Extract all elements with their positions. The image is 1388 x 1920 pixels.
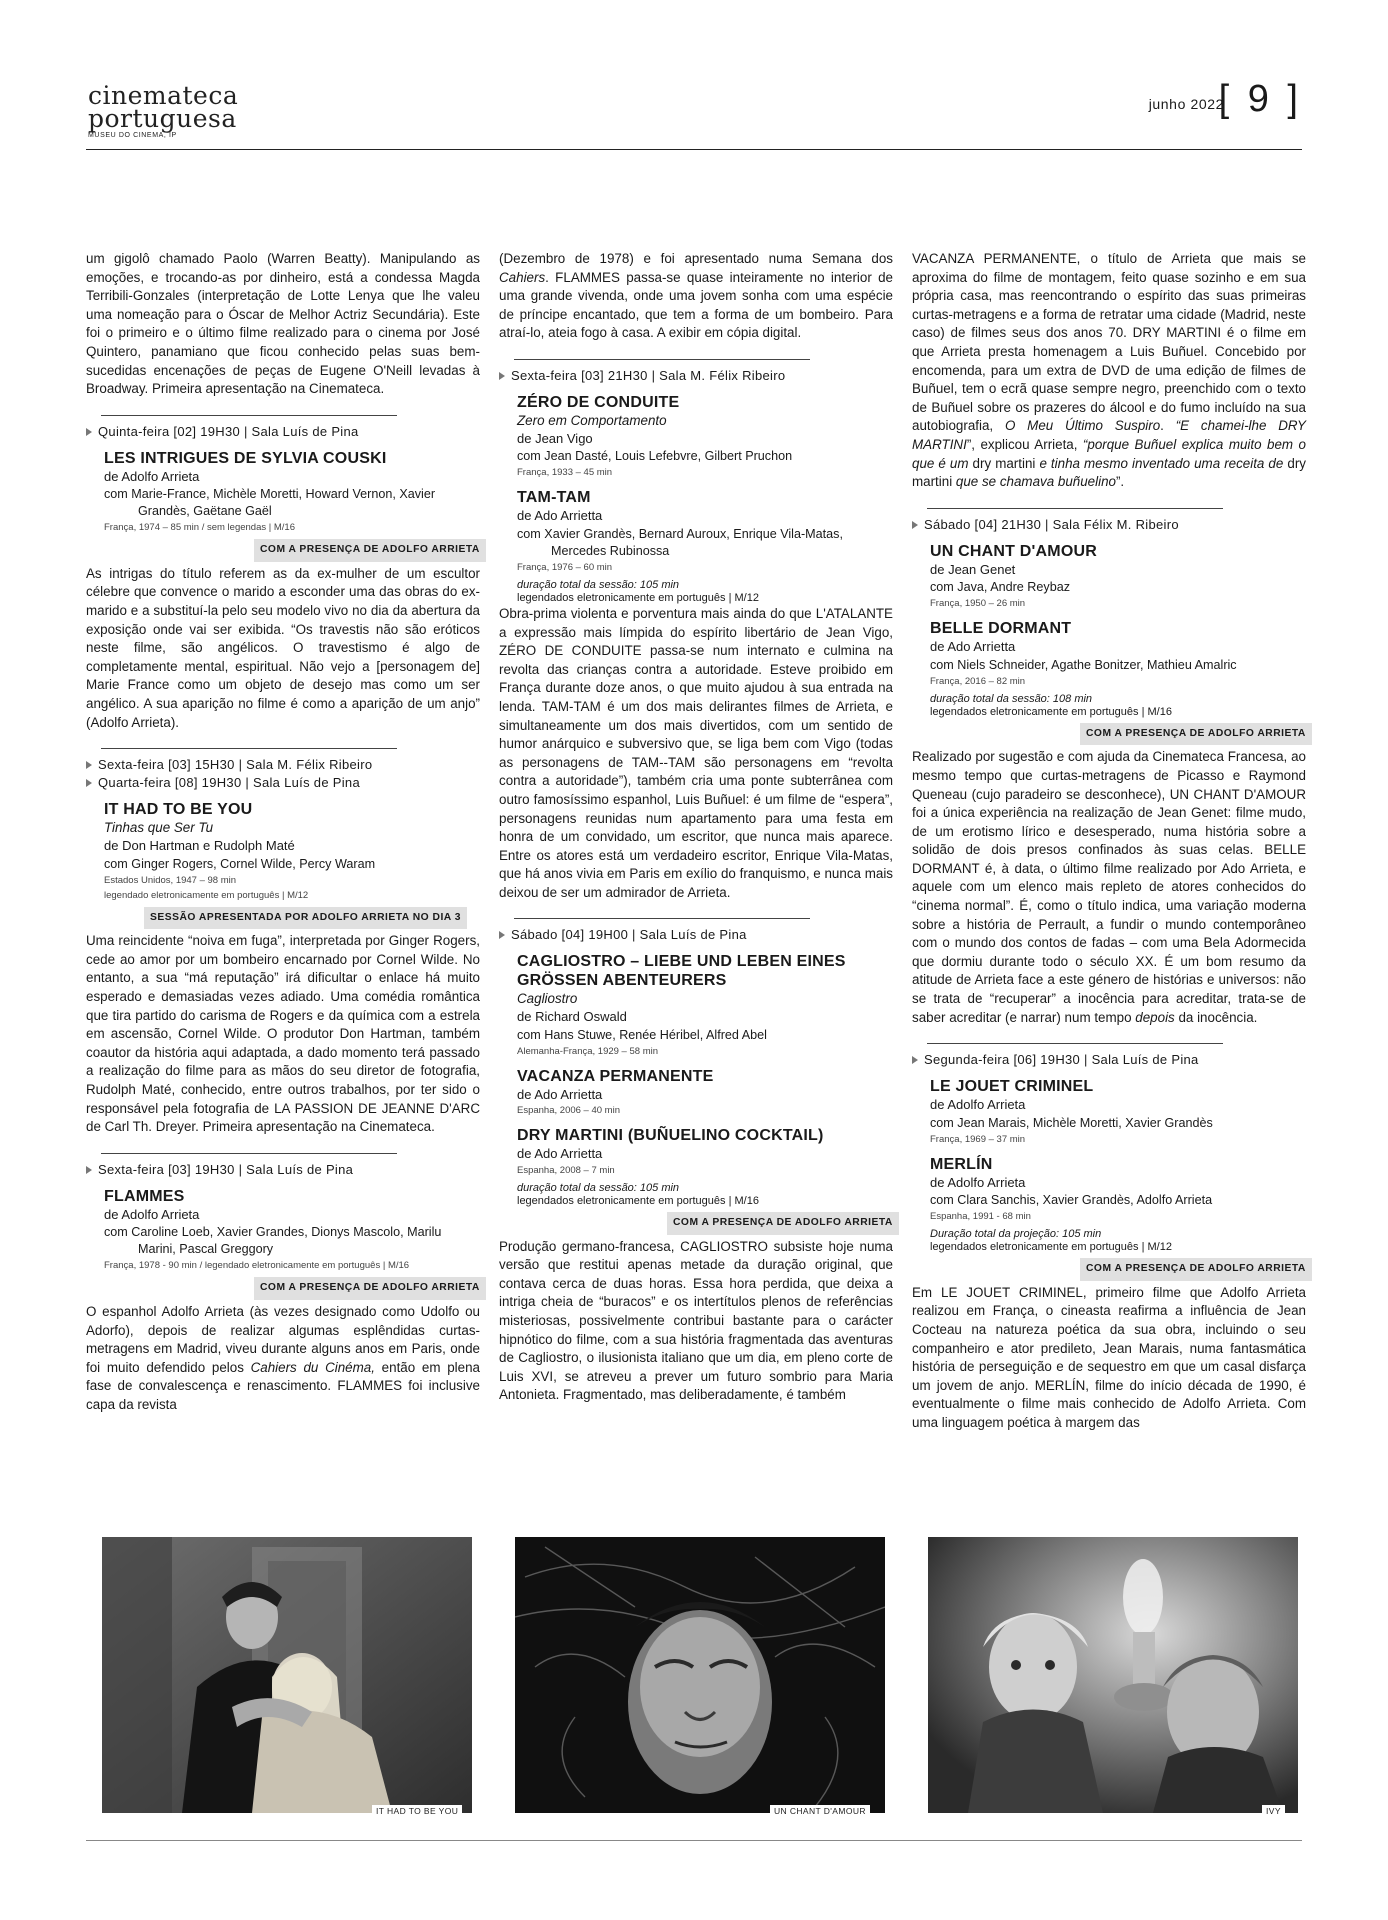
film-title: BELLE DORMANT [930, 620, 1072, 638]
intro-paragraph [499, 250, 893, 343]
session-slot [499, 926, 893, 944]
film-legend: legendados eletronicamente em português | M/12 [517, 591, 759, 604]
film-director: de Richard Oswald [517, 1009, 627, 1025]
text-run: VACANZA PERMANENTE, o título de Arrieta que mais se aproxima do filme de montagem, feito quase sozinho e em sua própria casa, mas reencontrando o espírito das suas primeiras curtas-metragens e a forma de retratar uma cidade (Madrid, neste caso) de filmes seus dos anos 70. DRY MARTINI é o filme em que Arrieta presta homenagem a Luis Buñuel. Concebido por encomenda, para um extra de DVD de uma edição de filmes de Buñuel, tem o ecrã quase sempre negro, preenchido com o texto de Buñuel sobre os prazeres do álcool e do fumo incluído na sua autobiografia, [912, 251, 1306, 434]
triangle-bullet-icon [912, 1056, 918, 1064]
triangle-bullet-icon [86, 1166, 92, 1174]
presence-badge: COM A PRESENÇA DE ADOLFO ARRIETA [1080, 1258, 1312, 1281]
film-original-title: Cagliostro [517, 991, 578, 1007]
divider [927, 1043, 1223, 1044]
text-run-italic: depois [1135, 1009, 1175, 1025]
film-cast: com Marie-France, Michèle Moretti, Howard Vernon, Xavier Grandès, Gaëtane Gaël [104, 487, 436, 519]
film-cast: com Ginger Rogers, Cornel Wilde, Percy Waram [104, 856, 376, 871]
presence-badge: COM A PRESENÇA DE ADOLFO ARRIETA [667, 1212, 899, 1235]
session-slot [86, 756, 480, 774]
film-title: IT HAD TO BE YOU [104, 801, 253, 819]
film-cast: com Niels Schneider, Agathe Bonitzer, Mathieu Amalric [930, 657, 1237, 672]
film-title: VACANZA PERMANENTE [517, 1067, 714, 1085]
session-slot-text: Sábado [04] 19H00 | Sala Luís de Pina [511, 927, 747, 943]
film-title: DRY MARTINI (BUÑUELINO COCKTAIL) [517, 1127, 824, 1145]
session-slot [912, 1051, 1306, 1069]
photo-caption: IVY [1262, 1805, 1285, 1817]
film-title: MERLÍN [930, 1155, 993, 1173]
film-director: de Ado Arrietta [517, 508, 603, 524]
presence-badge: COM A PRESENÇA DE ADOLFO ARRIETA [254, 539, 486, 562]
film-production: França, 2016 – 82 min [930, 675, 1026, 687]
film-title: CAGLIOSTRO – LIEBE UND LEBEN EINES GRÖSSEN ABENTEURERS [517, 953, 846, 990]
text-run: da inocência. [1174, 1009, 1258, 1025]
film-director: de Adolfo Arrieta [930, 1097, 1026, 1113]
film-title: FLAMMES [104, 1187, 185, 1205]
presence-badge: COM A PRESENÇA DE ADOLFO ARRIETA [254, 1277, 486, 1300]
film-entry [930, 1077, 1306, 1284]
session-description: Em LE JOUET CRIMINEL, primeiro filme que Adolfo Arrieta realizou em França, o cineasta reafirma a influência de Jean Cocteau na natureza poética da sua obra, incluindo o seu companheiro e ator predileto, Jean Marais, numa fantasmática história de perseguição e de sequestro em que um casal disfarça um jovem de anjo. MERLÍN, filme do início década de 1990, é eventualmente o filme mais conhecido de Adolfo Arrieta. Com uma linguagem poética à margem das [912, 1284, 1306, 1430]
film-still-un-chant-damour [515, 1537, 885, 1813]
triangle-bullet-icon [86, 761, 92, 769]
film-entry [517, 393, 893, 605]
intro-paragraph [912, 250, 1306, 492]
film-title: UN CHANT D'AMOUR [930, 542, 1097, 560]
film-original-title: Tinhas que Ser Tu [104, 820, 214, 836]
session-description: Uma reincidente “noiva em fuga”, interpretada por Ginger Rogers, cede ao amor por um bombeiro encarnado por Cornel Wilde. No entanto, a sua “má reputação” irá dificultar o enlace há muito esperado e demasiadas vezes adiado. Uma comédia romântica que tira partido do carisma de Rogers e da química com a estrela em ascensão, Cornel Wilde. O produtor Don Hartman, também coautor da história aqui adaptada, a dado momento terá passado a realização do filme para as mãos do seu diretor de fotografia, Rudolph Maté, conhecido, entre outros trabalhos, por ter sido o responsável pela fotografia de LA PASSION DE JEANNE D'ARC de Carl Th. Dreyer. Primeira apresentação na Cinemateca. [86, 933, 480, 1135]
text-run: ”. [1115, 474, 1125, 490]
text-run-italic: O Meu Último Suspiro [1004, 418, 1161, 434]
presence-badge: COM A PRESENÇA DE ADOLFO ARRIETA [1080, 723, 1312, 746]
film-production: França, 1933 – 45 min [517, 467, 613, 479]
film-director: de Don Hartman e Rudolph Maté [104, 838, 295, 854]
text-run: dry martini [912, 455, 1306, 490]
film-director: de Jean Genet [930, 561, 1016, 577]
text-run: Realizado por sugestão e com ajuda da Cinemateca Francesa, ao mesmo tempo que curtas-metragens de Picasso e Raymond Queneau (cujo paradeiro se desconhece), UN CHANT D'AMOUR foi a única experiência na realização de Jean Genet: filme mudo, de um erotismo lírico e desesperado, numa história sobre a solidão de dois presos confinados às suas celas. BELLE DORMANT é, à data, o último filme realizado por Ado Arrieta, e aquele com um elenco mais repleto de atores conhecidos do “cinema normal”. É, como o título indica, uma variação moderna sobre a história de Perrault, a fundir o mundo contemporâneo com o mundo dos contos de fadas – com uma Bela Adormecida que dormiu durante todo o século XX. É um bom resumo da atitude de Arrieta face a este género de histórias e universos: não se trata de “recuperar” a inocência para acreditar, trata-se de saber acreditar (e narrar) num tempo [912, 749, 1306, 1025]
column-1 [86, 250, 480, 1414]
session-duration: Duração total da projeção: 105 min [930, 1228, 1102, 1241]
session-description [912, 748, 1306, 1027]
film-entry [930, 542, 1306, 749]
film-director: de Jean Vigo [517, 430, 593, 446]
page-number: [ 9 ] [1218, 78, 1302, 120]
film-still-it-had-to-be-you [102, 1537, 472, 1813]
film-title: ZÉRO DE CONDUITE [517, 393, 680, 411]
film-cast: com Hans Stuwe, Renée Héribel, Alfred Abel [517, 1027, 767, 1042]
issue-date: junho 2022 [1148, 96, 1224, 112]
intro-paragraph: um gigolô chamado Paolo (Warren Beatty). Manipulando as emoções, e trocando-as por dinheiro, está a condessa Magda Terribili-Gonzales (interpretação de Lotte Lenya que lhe valeu uma nomeação para o Óscar de Melhor Actriz Secundária). Este foi o primeiro e o último filme realizado para o cinema por José Quintero, panamiano que ficou conhecido pelas suas bem-sucedidas encenações de peças de Eugene O'Neill levadas à Broadway. Primeira apresentação na Cinemateca. [86, 251, 480, 397]
session-slot-text: Sexta-feira [03] 15H30 | Sala M. Félix Ribeiro [98, 757, 373, 773]
text-run: (Dezembro de 1978) e foi apresentado numa Semana dos [499, 251, 893, 266]
triangle-bullet-icon [912, 521, 918, 529]
column-3 [912, 250, 1306, 1433]
film-production: Espanha, 2008 – 7 min [517, 1164, 615, 1176]
film-still-ivy [928, 1537, 1298, 1813]
film-entry [104, 1187, 480, 1303]
film-director: de Ado Arrietta [930, 639, 1016, 655]
divider [101, 1153, 397, 1154]
text-run: então em plena fase de convalescença e renascimento. FLAMMES foi inclusive capa da revista [86, 1359, 480, 1412]
film-entry [104, 449, 480, 565]
logo-line-3: MUSEU DO CINEMA, IP [88, 132, 177, 139]
triangle-bullet-icon [499, 372, 505, 380]
divider [927, 508, 1223, 509]
column-2 [499, 250, 893, 1405]
film-legend: legendados eletronicamente em português | M/16 [930, 705, 1172, 718]
film-legend: legendados eletronicamente em português | M/12 [930, 1241, 1172, 1254]
photo-caption: IT HAD TO BE YOU [372, 1805, 462, 1817]
session-slot-text: Sábado [04] 21H30 | Sala Félix M. Ribeiro [924, 516, 1179, 532]
film-cast: com Jean Dasté, Louis Lefebvre, Gilbert Pruchon [517, 449, 793, 464]
session-slot-text: Quarta-feira [08] 19H30 | Sala Luís de Pina [98, 775, 360, 791]
film-entry [104, 800, 480, 932]
session-slot [912, 516, 1306, 534]
session-slot-text: Quinta-feira [02] 19H30 | Sala Luís de Pina [98, 423, 359, 439]
page-header [86, 78, 1302, 150]
session-description: As intrigas do título referem as da ex-mulher de um escultor célebre que convence o marido a esconder uma das obras do ex-marido e a substituí-la pelo seu modelo vivo no dia da abertura da exposição onde vai ser exibida. “Os travestis não são eróticos neste filme, são angélicos. O travestismo é algo de completamente mental, espiritual. Não vejo a [personagem de] Marie France como um objeto de desejo mas como um ser angélico. A sua aparição no filme é como a aparição de um anjo” (Adolfo Arrieta). [86, 565, 480, 730]
film-production: Estados Unidos, 1947 – 98 min [104, 874, 237, 886]
film-production: França, 1978 - 90 min / legendado eletronicamente em português | M/16 [104, 1260, 410, 1272]
session-duration: duração total da sessão: 105 min [517, 1181, 680, 1194]
film-title: LES INTRIGUES DE SYLVIA COUSKI [104, 449, 387, 467]
triangle-bullet-icon [86, 428, 92, 436]
film-legend: legendado eletronicamente em português | M/12 [104, 889, 309, 901]
session-description [86, 1303, 480, 1415]
divider [101, 415, 397, 416]
session-duration: duração total da sessão: 108 min [930, 692, 1093, 705]
session-slot [86, 423, 480, 441]
film-director: de Adolfo Arrieta [104, 1206, 200, 1222]
triangle-bullet-icon [86, 779, 92, 787]
film-cast: com Java, Andre Reybaz [930, 580, 1071, 595]
film-production: Espanha, 2006 – 40 min [517, 1105, 620, 1117]
film-production: França, 1950 – 26 min [930, 598, 1026, 610]
film-entry [517, 952, 893, 1237]
text-run: . [1160, 418, 1176, 434]
film-title: TAM-TAM [517, 489, 591, 507]
divider [101, 748, 397, 749]
film-title: LE JOUET CRIMINEL [930, 1078, 1094, 1096]
film-production: Alemanha-França, 1929 – 58 min [517, 1045, 658, 1057]
film-production: França, 1976 – 60 min [517, 561, 613, 573]
session-slot [86, 774, 480, 792]
text-run-italic: e tinha mesmo inventado uma receita de [1039, 455, 1284, 471]
photo-caption: UN CHANT D'AMOUR [770, 1805, 870, 1817]
session-slot-text: Sexta-feira [03] 19H30 | Sala Luís de Pina [98, 1161, 354, 1177]
text-run: ”, explicou Arrieta, [966, 436, 1083, 452]
text-run-italic: “porque Buñuel explica muito bem o que é um [912, 436, 1306, 471]
session-description: Produção germano-francesa, CAGLIOSTRO subsiste hoje numa versão que restitui apenas metade da duração original, que contava cerca de duas horas. Essa hora perdida, que deixa a intriga cheia de “buracos” e os intertítulos plenos de referências misteriosas, possivelmente contribui bastante para o carácter hipnótico do filme, com a sua história fragmentada das aventuras de Cagliostro, o ilusionista italiano que um dia, em pleno corte de Luis XVI, se atreveu a prever um futuro sombrio para Maria Antonieta. Fragmentado, mas deliberadamente, é também [499, 1238, 893, 1403]
film-cast: com Xavier Grandès, Bernard Auroux, Enrique Vila-Matas, Mercedes Rubinossa [517, 526, 843, 558]
triangle-bullet-icon [499, 931, 505, 939]
text-run-italic: Cahiers [499, 269, 546, 285]
film-production: Espanha, 1991 - 68 min [930, 1211, 1031, 1223]
photo-illustration [102, 1537, 472, 1813]
divider [514, 359, 810, 360]
logo-line-1: cinemateca [88, 81, 239, 110]
photo-illustration [515, 1537, 885, 1813]
session-slot [499, 367, 893, 385]
session-slot-text: Segunda-feira [06] 19H30 | Sala Luís de Pina [924, 1052, 1199, 1068]
logo-line-2: portuguesa [88, 104, 237, 133]
divider [514, 918, 810, 919]
session-description: Obra-prima violenta e porventura mais ainda do que L'ATALANTE a expressão mais límpida do espírito libertário de Jean Vigo, ZÉRO DE CONDUITE passa-se num internato e culmina na revolta das crianças contra a autoridade. Esteve proibido em França durante doze anos, o que muito ajudou à sua entrada na lenda. TAM-TAM é um dos mais delirantes filmes de Arrieta, e simultaneamente um dos mais divertidos, com um sentido de humor anárquico e subversivo que, se liga bem com Vigo (todas as personagens de TAM--TAM são personagens em “revolta contra a autoridade”), também cria uma ponte subterrânea com outro famosíssimo espanhol, Luis Buñuel: é um filme de “espera”, personagens reunidas num apartamento para uma festa em honra de um convidado, um escritor, que nunca mais aparece. Entre os atores está um verdadeiro escritor, Enrique Vila-Matas, que há anos vivia em Paris em exílio do franquismo, e nunca mais deixou de ser um admirador de Arrieta. [499, 605, 893, 900]
film-cast: com Caroline Loeb, Xavier Grandes, Dionys Mascolo, Marilu Marini, Pascal Greggory [104, 1225, 442, 1257]
footer-divider [86, 1840, 1302, 1841]
film-production: França, 1974 – 85 min / sem legendas | M/16 [104, 522, 295, 534]
film-director: de Adolfo Arrieta [930, 1174, 1026, 1190]
photo-illustration [928, 1537, 1298, 1813]
film-cast: com Clara Sanchis, Xavier Grandès, Adolfo Arrieta [930, 1193, 1213, 1208]
text-run-italic: “E chamei-lhe DRY MARTINI [912, 418, 1306, 452]
film-production: França, 1969 – 37 min [930, 1133, 1026, 1145]
text-run-italic: Cahiers du Cinéma, [250, 1359, 375, 1375]
text-run: . FLAMMES passa-se quase inteiramente no interior de uma grande vivenda, onde uma jovem sonha com uma espécie de príncipe encantado, que tem a forma de um bombeiro. Para atraí-lo, ateia fogo à casa. A exibir em cópia digital. [499, 269, 893, 341]
film-director: de Adolfo Arrieta [104, 468, 200, 484]
film-director: de Ado Arrietta [517, 1086, 603, 1102]
session-duration: duração total da sessão: 105 min [517, 578, 680, 591]
text-run: O espanhol Adolfo Arrieta (às vezes designado como Udolfo ou Adorfo), depois de realizar algumas esplêndidas curtas-metragens em Madrid, viveu durante alguns anos em Paris, onde foi muito defendido pelos [86, 1303, 480, 1375]
film-legend: legendados eletronicamente em português | M/16 [517, 1194, 759, 1207]
film-director: de Ado Arrietta [517, 1146, 603, 1162]
presence-badge: SESSÃO APRESENTADA POR ADOLFO ARRIETA NO DIA 3 [144, 907, 467, 930]
film-cast: com Jean Marais, Michèle Moretti, Xavier Grandès [930, 1115, 1213, 1130]
cinemateca-logo[interactable] [88, 81, 239, 139]
text-run: dry martini [968, 455, 1040, 471]
session-slot [86, 1161, 480, 1179]
text-run-italic: que se chamava buñuelino [955, 474, 1116, 490]
film-original-title: Zero em Comportamento [517, 412, 667, 428]
session-slot-text: Sexta-feira [03] 21H30 | Sala M. Félix Ribeiro [511, 367, 786, 383]
